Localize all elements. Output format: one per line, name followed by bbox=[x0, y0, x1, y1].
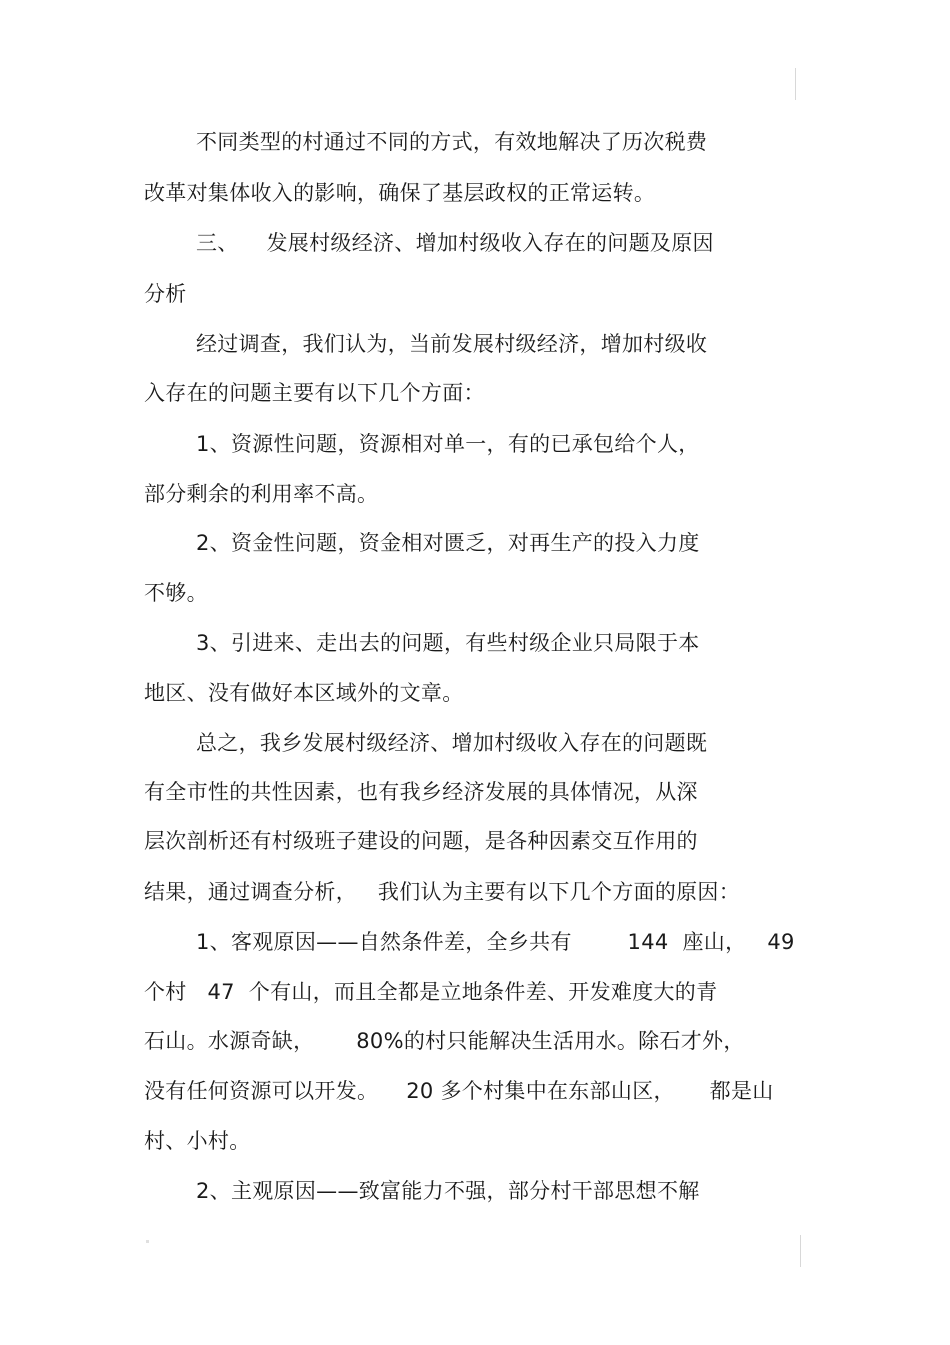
list-item: 2、资金性问题，资金相对匮乏，对再生产的投入力度 bbox=[196, 531, 700, 555]
list-item: 部分剩余的利用率不高。 bbox=[144, 482, 379, 506]
section-heading: 三、 发展村级经济、增加村级收入存在的问题及原因 bbox=[196, 231, 714, 255]
bottom-right-margin-mark bbox=[800, 1235, 801, 1267]
list-item: 石山。水源奇缺， 80%的村只能解决生活用水。除石才外， bbox=[144, 1029, 745, 1053]
list-item: 1、资源性问题，资源相对单一，有的已承包给个人， bbox=[196, 432, 700, 456]
text-line: 经过调查，我们认为，当前发展村级经济，增加村级收 bbox=[196, 332, 708, 356]
text-line: 有全市性的共性因素，也有我乡经济发展的具体情况，从深 bbox=[144, 780, 698, 804]
list-item: 地区、没有做好本区域外的文章。 bbox=[144, 681, 464, 705]
list-item: 个村 47 个有山，而且全都是立地条件差、开发难度大的青 bbox=[144, 980, 718, 1004]
text-line: 不同类型的村通过不同的方式，有效地解决了历次税费 bbox=[196, 130, 708, 154]
text-line: 层次剖析还有村级班子建设的问题，是各种因素交互作用的 bbox=[144, 829, 698, 853]
text-line: 总之，我乡发展村级经济、增加村级收入存在的问题既 bbox=[196, 731, 708, 755]
list-item: 没有任何资源可以开发。 20 多个村集中在东部山区， 都是山 bbox=[144, 1079, 774, 1103]
list-item: 2、主观原因——致富能力不强，部分村干部思想不解 bbox=[196, 1179, 700, 1203]
list-item: 3、引进来、走出去的问题，有些村级企业只局限于本 bbox=[196, 631, 700, 655]
list-item: 1、客观原因——自然条件差，全乡共有 144 座山， 49 bbox=[196, 930, 795, 954]
top-right-margin-mark bbox=[795, 68, 796, 100]
section-heading: 分析 bbox=[144, 282, 187, 306]
text-line: 结果，通过调查分析， 我们认为主要有以下几个方面的原因： bbox=[144, 880, 741, 904]
list-item: 村、小村。 bbox=[144, 1129, 251, 1153]
text-line: 改革对集体收入的影响，确保了基层政权的正常运转。 bbox=[144, 181, 656, 205]
list-item: 不够。 bbox=[144, 581, 208, 605]
text-line: 入存在的问题主要有以下几个方面： bbox=[144, 381, 485, 405]
bottom-left-dot-mark bbox=[146, 1240, 149, 1243]
